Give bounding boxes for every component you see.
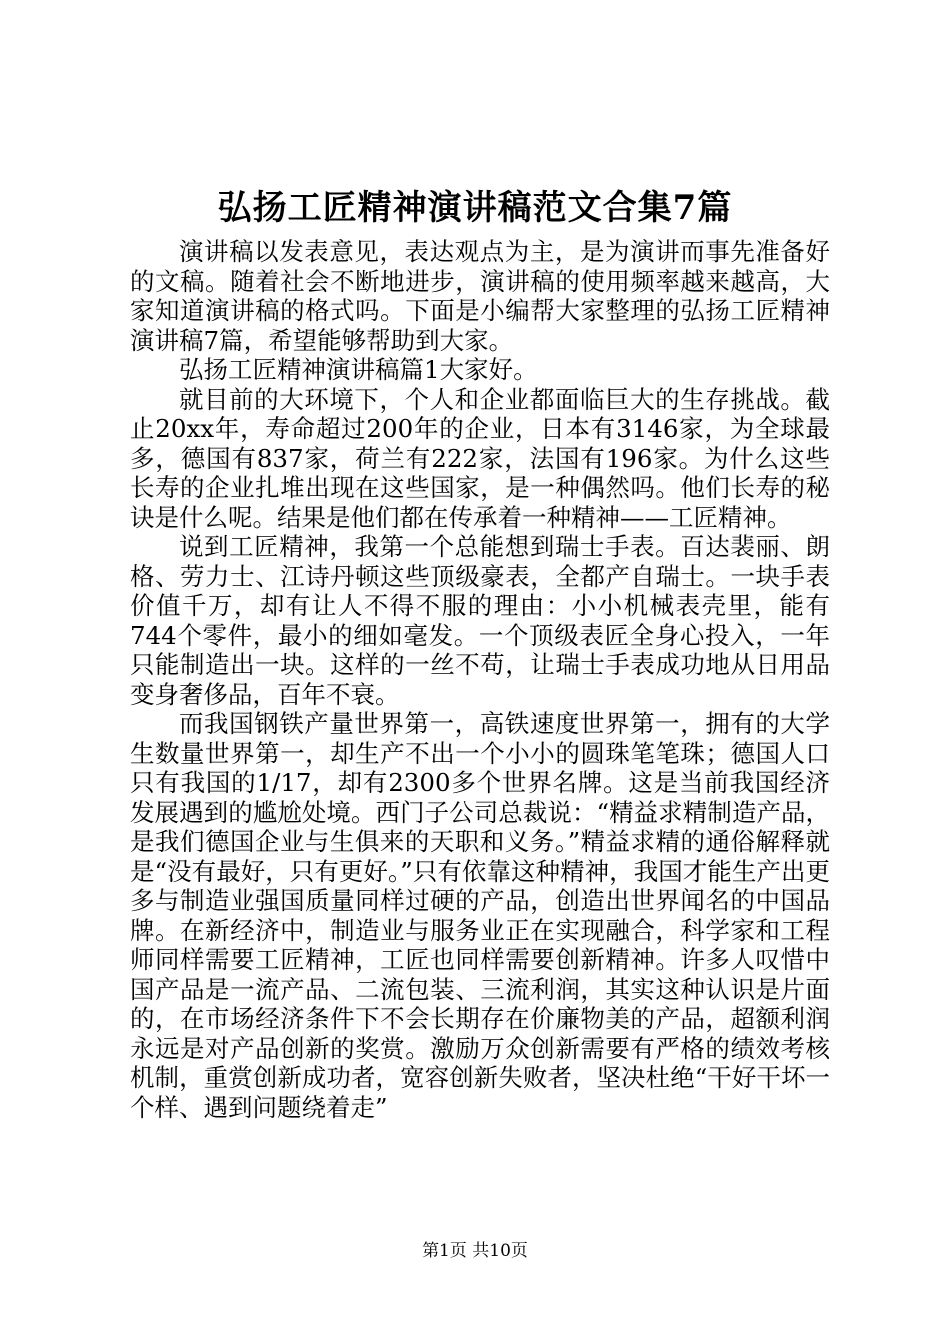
document-body [130,237,830,1122]
document-title: 弘扬工匠精神演讲稿范文合集7篇 [217,188,733,228]
paragraph-speech-heading: 弘扬工匠精神演讲稿篇1大家好。 [179,355,538,384]
paragraph-swiss-watches: 说到工匠精神，我第一个总能想到瑞士手表。百达裴丽、朗格、劳力士、江诗丹顿这些顶级豪表，全都产自瑞士。一块手表价值千万，却有让人不得不服的理由：小小机械表壳里，能有744个零件，最小的细如毫发。一个顶级表匠全身心投入，一年只能制造出一块。这样的一丝不苟，让瑞士手表成功地从日用品变身奢侈品，百年不衰。 [130,532,830,709]
paragraph-china-manufacturing: 而我国钢铁产量世界第一，高铁速度世界第一，拥有的大学生数量世界第一，却生产不出一个小小的圆珠笔笔珠；德国人口只有我国的1/17，却有2300多个世界名牌。这是当前我国经济发展遇到的尴尬处境。西门子公司总裁说：“精益求精制造产品，是我们德国企业与生俱来的天职和义务。”精益求精的通俗解释就是“没有最好，只有更好。”只有依靠这种精神，我国才能生产出更多与制造业强国质量同样过硬的产品，创造出世界闻名的中国品牌。在新经济中，制造业与服务业正在实现融合，科学家和工程师同样需要工匠精神，工匠也同样需要创新精神。许多人叹惜中国产品是一流产品、二流包装、三流利润，其实这种认识是片面的，在市场经济条件下不会长期存在价廉物美的产品，超额利润永远是对产品创新的奖赏。激励万众创新需要有严格的绩效考核机制，重赏创新成功者，宽容创新失败者，坚决杜绝“干好干坏一个样、遇到问题绕着走” [130,709,830,1122]
paragraph-intro: 演讲稿以发表意见，表达观点为主，是为演讲而事先准备好的文稿。随着社会不断地进步，演讲稿的使用频率越来越高，大家知道演讲稿的格式吗。下面是小编帮大家整理的弘扬工匠精神演讲稿7篇，希望能够帮助到大家。 [130,237,830,355]
page-footer: 第1页 共10页 [422,1241,528,1261]
paragraph-environment: 就目前的大环境下，个人和企业都面临巨大的生存挑战。截止20xx年，寿命超过200年的企业，日本有3146家，为全球最多，德国有837家，荷兰有222家，法国有196家。为什么这些长寿的企业扎堆出现在这些国家，是一种偶然吗。他们长寿的秘诀是什么呢。结果是他们都在传承着一种精神——工匠精神。 [130,384,830,532]
